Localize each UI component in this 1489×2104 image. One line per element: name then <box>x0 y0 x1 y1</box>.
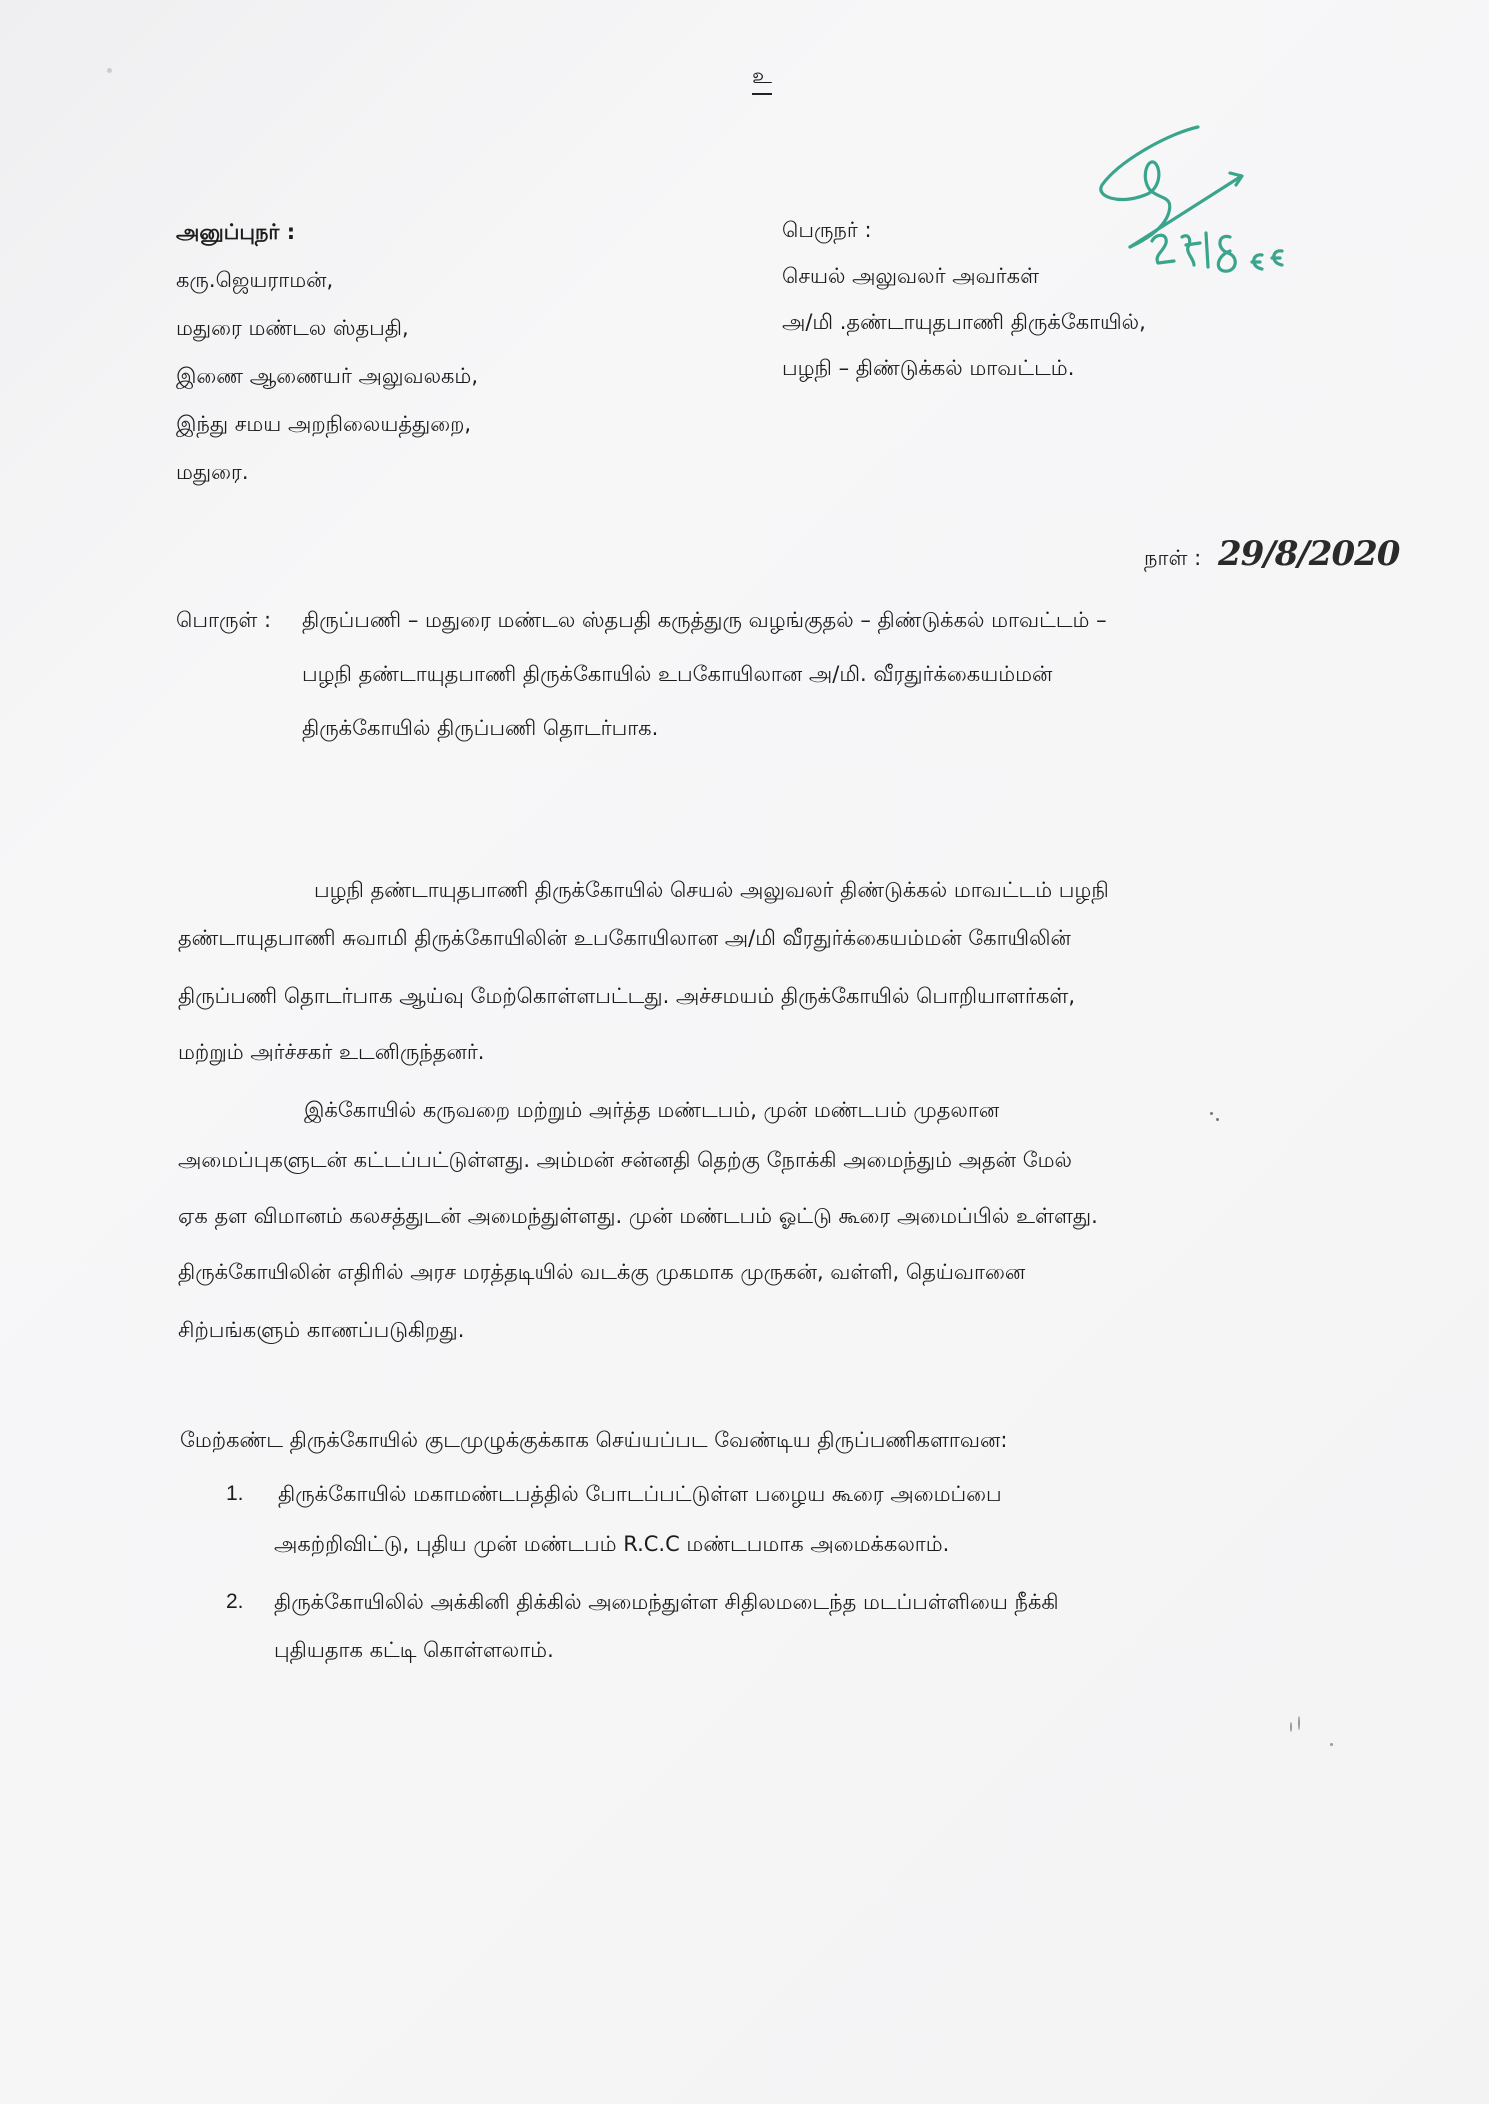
paragraph-line: மற்றும் அர்ச்சகர் உடனிருந்தனர். <box>178 1040 485 1064</box>
paragraph-line: திருக்கோயிலின் எதிரில் அரச மரத்தடியில் வடக்கு முகமாக முருகன், வள்ளி, தெய்வானை <box>178 1260 1026 1284</box>
recipient-label: பெருநர் : <box>782 218 872 242</box>
paragraph-line: சிற்பங்களும் காணப்படுகிறது. <box>178 1318 465 1342</box>
paragraph-line: தண்டாயுதபாணி சுவாமி திருக்கோயிலின் உபகோயிலான அ/மி வீரதுர்க்கையம்மன் கோயிலின் <box>178 926 1071 950</box>
sender-line: இணை ஆணையர் அலுவலகம், <box>176 364 479 388</box>
handwritten-signature-icon <box>1090 115 1350 275</box>
subject-line: பழநி தண்டாயுதபாணி திருக்கோயில் உபகோயிலான அ/மி. வீரதுர்க்கையம்மன் <box>302 662 1053 686</box>
recipient-line: பழநி – திண்டுக்கல் மாவட்டம். <box>782 356 1075 380</box>
list-item-line: அகற்றிவிட்டு, புதிய முன் மண்டபம் R.C.C மண்டபமாக அமைக்கலாம். <box>274 1532 950 1556</box>
scan-speck <box>1330 1743 1333 1746</box>
sender-label: அனுப்புநர் : <box>176 220 296 244</box>
subject-line: திருப்பணி – மதுரை மண்டல ஸ்தபதி கருத்துரு வழங்குதல் – திண்டுக்கல் மாவட்டம் – <box>302 608 1107 632</box>
page-mark: உ <box>752 64 772 95</box>
scan-speck <box>1290 1722 1292 1732</box>
sender-line: மதுரை மண்டல ஸ்தபதி, <box>176 316 409 340</box>
recipient-line: அ/மி .தண்டாயுதபாணி திருக்கோயில், <box>782 310 1146 334</box>
paragraph-line: பழநி தண்டாயுதபாணி திருக்கோயில் செயல் அலுவலர் திண்டுக்கல் மாவட்டம் பழநி <box>314 878 1109 902</box>
recipient-line: செயல் அலுவலர் அவர்கள் <box>782 264 1040 288</box>
subject-label: பொருள் : <box>176 608 272 632</box>
scan-speck <box>107 68 112 73</box>
list-item-line: திருக்கோயிலில் அக்கினி திக்கில் அமைந்துள்ள சிதிலமடைந்த மடப்பள்ளியை நீக்கி <box>274 1590 1059 1614</box>
scan-speck <box>1298 1716 1300 1730</box>
subject-line: திருக்கோயில் திருப்பணி தொடர்பாக. <box>302 716 659 740</box>
list-item-line: புதியதாக கட்டி கொள்ளலாம். <box>274 1638 554 1662</box>
sender-line: கரு.ஜெயராமன், <box>176 268 334 292</box>
sender-line: இந்து சமய அறநிலையத்துறை, <box>176 412 472 436</box>
scan-speck <box>1216 1118 1219 1121</box>
list-item-number: 1. <box>226 1482 244 1505</box>
scan-speck <box>1210 1112 1213 1115</box>
list-item-number: 2. <box>226 1590 244 1613</box>
paragraph-line: ஏக தள விமானம் கலசத்துடன் அமைந்துள்ளது. முன் மண்டபம் ஓட்டு கூரை அமைப்பில் உள்ளது. <box>178 1204 1098 1228</box>
date-label: நாள் : <box>1144 546 1202 570</box>
date-value: 29/8/2020 <box>1218 534 1400 574</box>
list-item-line: திருக்கோயில் மகாமண்டபத்தில் போடப்பட்டுள்ள பழைய கூரை அமைப்பை <box>278 1482 1002 1506</box>
list-intro: மேற்கண்ட திருக்கோயில் குடமுழுக்குக்காக செய்யப்பட வேண்டிய திருப்பணிகளாவன: <box>180 1428 1008 1452</box>
paragraph-line: அமைப்புகளுடன் கட்டப்பட்டுள்ளது. அம்மன் சன்னதி தெற்கு நோக்கி அமைந்தும் அதன் மேல் <box>178 1148 1072 1172</box>
paragraph-line: திருப்பணி தொடர்பாக ஆய்வு மேற்கொள்ளபட்டது. அச்சமயம் திருக்கோயில் பொறியாளர்கள், <box>178 984 1076 1008</box>
sender-line: மதுரை. <box>176 460 249 484</box>
paragraph-line: இக்கோயில் கருவறை மற்றும் அர்த்த மண்டபம், முன் மண்டபம் முதலான <box>304 1098 1000 1122</box>
